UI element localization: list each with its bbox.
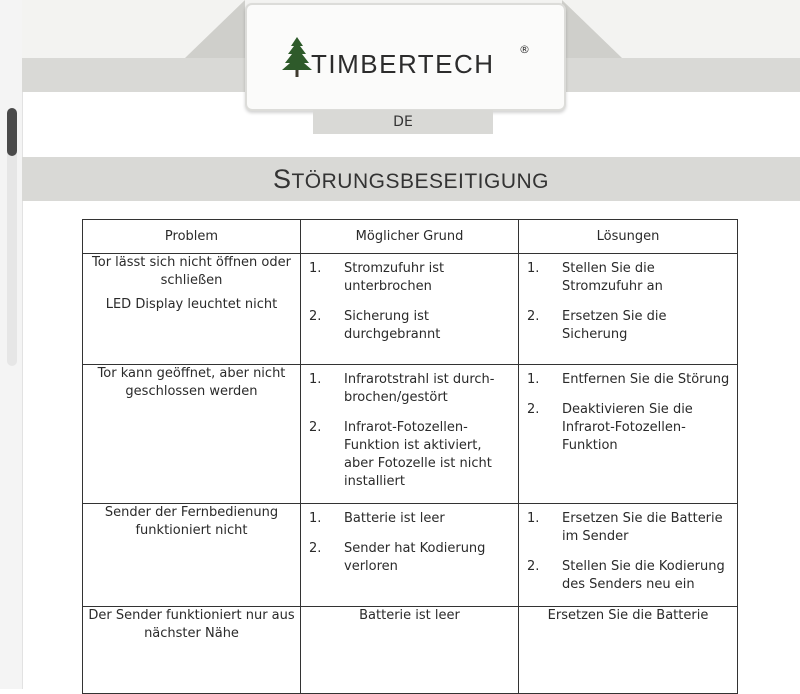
- list-item: [519, 260, 737, 296]
- scrollbar-thumb[interactable]: [7, 108, 17, 156]
- item-text: Sender hat Kodierung verloren: [344, 541, 486, 574]
- table-row: [83, 504, 738, 607]
- item-number: 2.: [309, 420, 322, 435]
- list-item: [519, 558, 737, 594]
- item-number: 1.: [309, 261, 322, 276]
- solution-cell: [519, 365, 738, 504]
- item-text: Sicherung ist durchgebrannt: [344, 309, 441, 342]
- brand-logo: [245, 3, 566, 111]
- list-item: [301, 260, 518, 296]
- header-reason: Möglicher Grund: [301, 220, 519, 254]
- problem-cell: [83, 254, 301, 365]
- problem-cell: [83, 365, 301, 504]
- item-text: Stellen Sie die Kodierung des Senders neu ein: [562, 559, 725, 592]
- item-number: 2.: [309, 541, 322, 556]
- item-text: Stellen Sie die Stromzufuhr an: [562, 261, 663, 294]
- solution-cell: Ersetzen Sie die Batterie: [519, 607, 738, 694]
- item-number: 1.: [309, 372, 322, 387]
- item-text: Batterie ist leer: [344, 511, 445, 526]
- list-item: [519, 371, 737, 389]
- problem-text: Der Sender funktioniert nur aus nächster Nähe: [88, 608, 295, 641]
- item-text: Infrarot-Fotozellen-Funktion ist aktiviert, aber Fotozelle ist nicht installiert: [344, 420, 492, 489]
- item-number: 2.: [527, 402, 540, 417]
- problem-text: Tor lässt sich nicht öffnen oder schließen: [92, 255, 291, 288]
- header-solutions: Lösungen: [519, 220, 738, 254]
- item-number: 2.: [527, 309, 540, 324]
- item-text: Deaktivieren Sie die Infrarot-Fotozellen-Funktion: [562, 402, 693, 453]
- item-text: Infrarotstrahl ist durch-brochen/gestört: [344, 372, 495, 405]
- registered-mark: ®: [519, 43, 530, 56]
- pine-tree-icon: [281, 37, 313, 77]
- list-item: [301, 419, 518, 491]
- list-item: [519, 510, 737, 546]
- list-item: [519, 401, 737, 455]
- header-bevel-right: [562, 0, 622, 58]
- table-row: [83, 607, 738, 694]
- item-number: 2.: [309, 309, 322, 324]
- problem-cell: [83, 504, 301, 607]
- table-header-row: [83, 220, 738, 254]
- reason-cell: Batterie ist leer: [301, 607, 519, 694]
- header-problem: Problem: [83, 220, 301, 254]
- title-rest: TÖRUNGSBESEITIGUNG: [291, 170, 550, 193]
- problem-text: Tor kann geöffnet, aber nicht geschlossen werden: [97, 366, 286, 399]
- problem-cell: [83, 607, 301, 694]
- header-bevel-left: [185, 0, 245, 58]
- list-item: [301, 510, 518, 528]
- reason-cell: [301, 365, 519, 504]
- brand-name: TIMBERTECH: [311, 49, 495, 79]
- item-number: 1.: [527, 511, 540, 526]
- title-initial: S: [272, 164, 292, 194]
- item-number: 1.: [527, 372, 540, 387]
- reason-cell: [301, 254, 519, 365]
- table-row: [83, 365, 738, 504]
- item-text: Ersetzen Sie die Batterie im Sender: [562, 511, 723, 544]
- item-number: 2.: [527, 559, 540, 574]
- solution-cell: [519, 504, 738, 607]
- solution-cell: [519, 254, 738, 365]
- list-item: [519, 308, 737, 344]
- language-tab: DE: [313, 110, 493, 134]
- item-number: 1.: [527, 261, 540, 276]
- item-number: 1.: [309, 511, 322, 526]
- section-title: [22, 164, 800, 195]
- item-text: Entfernen Sie die Störung: [562, 372, 730, 387]
- list-item: [301, 308, 518, 344]
- item-text: Ersetzen Sie die Sicherung: [562, 309, 667, 342]
- problem-text: Sender der Fernbedienung funktioniert nicht: [104, 505, 279, 538]
- list-item: [301, 371, 518, 407]
- table-row: [83, 254, 738, 365]
- item-text: Stromzufuhr ist unterbrochen: [344, 261, 445, 294]
- reason-cell: [301, 504, 519, 607]
- troubleshooting-table: [82, 219, 738, 694]
- list-item: [301, 540, 518, 576]
- problem-text: LED Display leuchtet nicht: [105, 297, 278, 312]
